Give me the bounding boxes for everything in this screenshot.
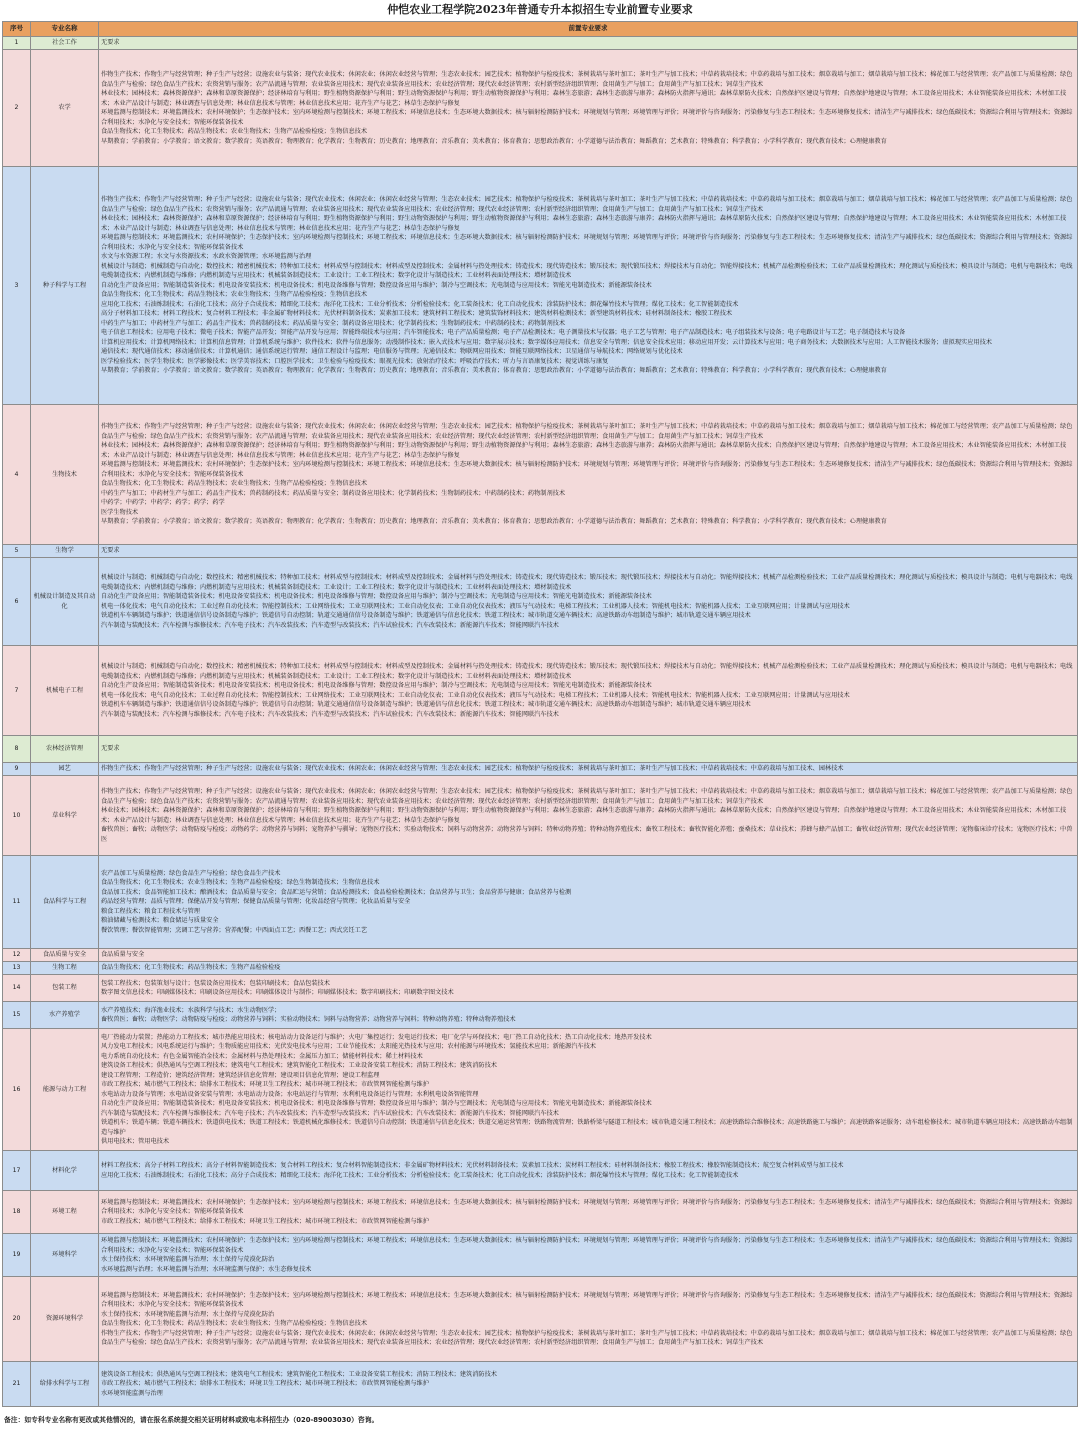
requirement-line: 中药学；中药学；中药学；药学；药学；药学 xyxy=(101,499,225,507)
row-major-name: 农林经济管理 xyxy=(31,736,99,763)
row-major-name: 能源与动力工程 xyxy=(31,1029,99,1151)
requirement-line: 电子信息工程技术；应用电子技术；微电子技术；智能产品开发；智能产品开发与应用；智能终端技术与应用；汽车智能技术；电子产品质量检测；电子产品检测技术；电子测量技术与仪器；电子工艺与管理；电子产品制造技术；电子组装技术与设备；电子电路设计与工艺；电子制造技术与设备 xyxy=(101,329,906,337)
requirement-line: 机械设计与制造；机械制造与自动化；数控技术；精密机械技术；特种加工技术；材料成型与控制技术；材料成型及控制技术；金属材料与热处理技术；铸造技术；现代铸造技术；锻压技术；现代锻压技术；焊接技术与自动化；智能焊接技术；机械产品检测检验技术；工业产品质量检测技术；理化测试与质检技术；模具设计与制造；电机与电器技术；电线电缆制造技术；内燃机制造与维修；内燃机制造与应用技术；机械装备制造技术；工业设计；工业工程技术；数字化设计与制造技术；工业材料表面处理技术；增材制造技术 xyxy=(101,663,1073,680)
requirement-line: 机械设计与制造；机械制造与自动化；数控技术；精密机械技术；特种加工技术；材料成型与控制技术；材料成型及控制技术；金属材料与热处理技术；铸造技术；现代铸造技术；锻压技术；现代锻压技术；焊接技术与自动化；智能焊接技术；机械产品检测检验技术；工业产品质量检测技术；理化测试与质检技术；模具设计与制造；电机与电器技术；电线电缆制造技术；内燃机制造与维修；内燃机制造与应用技术；机械装备制造技术；工业设计；工业工程技术；数字化设计与制造技术；工业材料表面处理技术；增材制造技术 xyxy=(101,262,1073,280)
table-row xyxy=(3,962,1078,975)
table-row xyxy=(3,50,1078,167)
row-requirements xyxy=(99,405,1078,545)
row-seq: 1 xyxy=(3,37,31,50)
row-seq: 3 xyxy=(3,167,31,405)
row-seq: 11 xyxy=(3,856,31,949)
table-row xyxy=(3,405,1078,545)
requirement-line: 铁道机车；铁道车辆；铁道车辆技术；铁道供电技术；铁道工程技术；铁道机械化维修技术；铁道信号自动控制；铁道通信与信息化技术；铁道交通运营管理；铁路物流管理；铁路桥梁与隧道工程技术；城市轨道交通工程技术；高速铁路综合维修技术；高速铁路施工与维护；高速铁路客运服务；动车组检修技术；城市轨道车辆应用技术；高速铁路动车组制造与维护 xyxy=(101,1119,1073,1136)
requirement-line: 风力发电工程技术；风电系统运行与维护；生物质能应用技术；光伏发电技术与应用；工业节能技术；太阳能光热技术与应用；农村能源与环境技术；氢能技术应用；新能源汽车技术 xyxy=(101,1043,596,1050)
table-row xyxy=(3,1362,1078,1407)
requirement-line: 建筑设备工程技术；供热通风与空调工程技术；建筑电气工程技术；建筑智能化工程技术；工业设备安装工程技术；消防工程技术；建筑消防技术 xyxy=(101,1370,497,1378)
requirement-line: 数字图文信息技术；印刷媒体技术；印刷设备应用技术；印刷媒体设计与制作；印刷媒体技术；数字印刷技术；印刷数字图文技术 xyxy=(101,989,454,996)
table-row xyxy=(3,1234,1078,1277)
requirement-line: 药品经营与管理；品质与管理；保健品开发与管理；保健食品质量与管理；化妆品经营与管理；化妆品质量与安全 xyxy=(101,898,411,906)
row-requirements xyxy=(99,1029,1078,1151)
requirement-line: 作物生产技术；作物生产与经营管理；种子生产与经营；设施农业与装备；现代农业技术；休闲农业；休闲农业经营与管理；生态农业技术；园艺技术；植物保护与检疫技术；茶树栽培与茶叶加工；茶叶生产与加工技术；中草药栽培技术；中草药栽培与加工技术；烟草栽培与加工；烟草栽培与加工技术；棉花加工与经营管理；农产品加工与质量检测；绿色食品生产与检验；绿色食品生产技术；农资营销与服务；农产品流通与管理；农业装备应用技术；现代农业装备应用技术；农业经济管理；现代农业经济管理；农村新型经济组织管理；食用菌生产与加工；食用菌生产与加工技术；饲草生产技术 xyxy=(101,788,1073,805)
requirement-line: 电力系统自动化技术；有色金属智能冶金技术；金属材料与热处理技术；金属压力加工；储能材料技术；稀土材料技术 xyxy=(101,1052,423,1060)
table-row xyxy=(3,1277,1078,1362)
requirement-line: 通信技术；现代通信技术；移动通信技术；计算机通信；通信系统运行管理；通信工程设计与监理；电信服务与管理；光通信技术；物联网应用技术；智能互联网络技术；卫星通信与导航技术；网络规划与优化技术 xyxy=(101,348,683,356)
requirement-line: 供用电技术；管用电技术 xyxy=(101,1138,170,1145)
table-row xyxy=(3,1002,1078,1029)
table-row xyxy=(3,646,1078,736)
row-major-name: 草业科学 xyxy=(31,776,99,856)
row-requirements xyxy=(99,37,1078,50)
table-header-row xyxy=(3,22,1078,37)
row-seq: 7 xyxy=(3,646,31,736)
requirement-line: 食品生物技术；化工生物技术；药品生物技术；农业生物技术；生物产品检验检疫；生物信息技术 xyxy=(101,291,368,299)
requirement-line: 铁道机车车辆制造与维护；铁道通信信号设备制造与维护；铁道信号自动控制；轨道交通通信信号设备制造与维护；铁道通信与信息化技术；铁道工程技术；城市轨道交通车辆技术；高速铁路动车组制造与维护；城市轨道交通车辆应用技术 xyxy=(101,612,751,619)
row-seq: 13 xyxy=(3,962,31,975)
requirement-line: 计算机应用技术；计算机网络技术；计算机信息管理；计算机系统与维护；软件技术；软件与信息服务；动漫制作技术；嵌入式技术与应用；数字展示技术；数字媒体应用技术；信息安全与管理；信息安全技术应用；移动应用开发；云计算技术与应用；电子商务技术；大数据技术与应用；人工智能技术服务；虚拟现实应用技术 xyxy=(101,338,992,346)
row-requirements xyxy=(99,558,1078,646)
requirement-line: 应用化工技术；石油炼制技术；石油化工技术；高分子合成技术；精细化工技术；海洋化工技术；工业分析技术；分析检验技术；化工装备技术；化工自动化技术；涂装防护技术；烟花爆竹技术与管理；煤化工技术；化工智能制造技术 xyxy=(101,300,739,308)
requirement-line: 环境监测与控制技术；环境监测技术；农村环境保护；生态保护技术；室内环境检测与控制技术；环境工程技术；环境信息技术；生态环境大数据技术；核与辐射检测防护技术；环境规划与管理；环境管理与评价；环境评价与咨询服务；污染修复与生态工程技术；生态环境修复技术；清洁生产与减排技术；绿色低碳技术；资源综合利用与管理技术；资源综合利用技术；水净化与安全技术；智能环保装备技术 xyxy=(101,461,1073,478)
row-requirements xyxy=(99,856,1078,949)
requirement-line: 水土保持技术；水环境智能监测与治理；水土保持与荒漠化防治 xyxy=(101,1256,275,1263)
table-row xyxy=(3,167,1078,405)
requirement-line: 机电一体化技术；电气自动化技术；工业过程自动化技术；智能控制技术；工业网络技术；工业互联网技术；工业自动化仪表；工业自动化仪表技术；液压与气动技术；电梯工程技术；工业机器人技术；智能机电技术；智能机器人技术；工业互联网应用；计量测试与应用技术 xyxy=(101,602,850,610)
row-seq: 16 xyxy=(3,1029,31,1151)
table-row xyxy=(3,763,1078,776)
row-requirements xyxy=(99,949,1078,962)
requirement-line: 作物生产技术；作物生产与经营管理；种子生产与经营；设施农业与装备；现代农业技术；休闲农业；休闲农业经营与管理；生态农业技术；园艺技术；植物保护与检疫技术；茶树栽培与茶叶加工；茶叶生产与加工技术；中草药栽培技术；中草药栽培与加工技术；烟草栽培与加工；烟草栽培与加工技术；棉花加工与经营管理；农产品加工与质量检测；绿色食品生产与检验；绿色食品生产技术；农资营销与服务；农产品流通与管理；农业装备应用技术；现代农业装备应用技术；农业经济管理；现代农业经济管理；农村新型经济组织管理；食用菌生产与加工；食用菌生产与加工技术；饲草生产技术 xyxy=(101,196,1073,213)
footnote: 备注：如专科专业名称有更改或其他情况的，请在报名系统提交相关证明材料或致电本科招生办（020-89003030）咨询。 xyxy=(4,1416,379,1424)
row-seq: 2 xyxy=(3,50,31,167)
row-major-name: 社会工作 xyxy=(31,37,99,50)
requirement-line: 作物生产技术；作物生产与经营管理；种子生产与经营；设施农业与装备；现代农业技术；休闲农业；休闲农业经营与管理；生态农业技术；园艺技术；植物保护与检疫技术；茶树栽培与茶叶加工；茶叶生产与加工技术；中草药栽培技术；中草药栽培与加工技术；烟草栽培与加工；烟草栽培与加工技术；棉花加工与经营管理；农产品加工与质量检测；绿色食品生产与检验；绿色食品生产技术；农资营销与服务；农产品流通与管理；农业装备应用技术；现代农业装备应用技术；农业经济管理；现代农业经济管理；农村新型经济组织管理；食用菌生产与加工；食用菌生产与加工技术；饲草生产技术 xyxy=(101,1329,1073,1346)
row-requirements xyxy=(99,776,1078,856)
table-row xyxy=(3,558,1078,646)
row-seq: 14 xyxy=(3,975,31,1002)
row-requirements xyxy=(99,545,1078,558)
requirement-line: 林业技术；园林技术；森林资源保护；森林和草原资源保护；经济林培育与利用；野生植物资源保护与利用；野生动物资源保护与利用；野生动植物资源保护与利用；森林生态旅游；森林生态旅游与康养；森林防火指挥与通讯；森林草原防火技术；自然保护区建设与管理；自然保护地建设与管理；木工设备应用技术；木业智能装备应用技术；木材加工技术；木业产品设计与制造；林业调查与信息处理；林业信息技术与管理；林业信息技术应用；花卉生产与花艺；林草生态保护与修复 xyxy=(101,90,1067,107)
row-seq: 4 xyxy=(3,405,31,545)
requirement-line: 水环境智能监测与治理 xyxy=(101,1389,163,1397)
requirement-line: 无要求 xyxy=(101,39,120,47)
row-major-name: 机械电子工程 xyxy=(31,646,99,736)
requirement-line: 市政工程技术；城市燃气工程技术；给排水工程技术；环境卫生工程技术；城市环境工程技术；市政管网智能检测与维护 xyxy=(101,1081,429,1088)
row-major-name: 农学 xyxy=(31,50,99,167)
row-seq: 17 xyxy=(3,1151,31,1191)
row-seq: 10 xyxy=(3,776,31,856)
requirement-line: 作物生产技术；作物生产与经营管理；种子生产与经营；设施农业与装备；现代农业技术；休闲农业；休闲农业经营与管理；生态农业技术；园艺技术；植物保护与检疫技术；茶树栽培与茶叶加工；茶叶生产与加工技术；中草药栽培技术；中草药栽培与加工技术；烟草栽培与加工；烟草栽培与加工技术；棉花加工与经营管理；农产品加工与质量检测；绿色食品生产与检验；绿色食品生产技术；农资营销与服务；农产品流通与管理；农业装备应用技术；现代农业装备应用技术；农业经济管理；现代农业经济管理；农村新型经济组织管理；食用菌生产与加工；食用菌生产与加工技术；饲草生产技术 xyxy=(101,71,1073,88)
requirement-line: 早期教育；学前教育；小学教育；语文教育；数学教育；英语教育；物理教育；化学教育；生物教育；历史教育；地理教育；音乐教育；美术教育；体育教育；思想政治教育；小学道德与法治教育；舞蹈教育；艺术教育；特殊教育；科学教育；小学科学教育；现代教育技术；心理健康教育 xyxy=(101,367,887,375)
row-seq: 9 xyxy=(3,763,31,776)
requirement-line: 无要求 xyxy=(101,745,120,753)
row-requirements xyxy=(99,167,1078,405)
row-requirements xyxy=(99,975,1078,1002)
requirement-line: 自动化生产设备应用；智能制造装备技术；机电设备安装技术；机电设备技术；机电设备维修与管理；数控设备应用与维护；制冷与空调技术；光电制造与应用技术；智能光电制造技术；新能源装备技术 xyxy=(101,593,652,600)
row-major-name: 材料化学 xyxy=(31,1151,99,1191)
table-row xyxy=(3,1151,1078,1191)
row-major-name: 种子科学与工程 xyxy=(31,167,99,405)
requirement-line: 食品加工技术；食品智能加工技术；酿酒技术；食品质量与安全；食品贮运与营销；食品检测技术；食品检验检测技术；食品营养与卫生；食品营养与健康；食品营养与检测 xyxy=(101,888,572,896)
requirement-line: 环境监测与控制技术；环境监测技术；农村环境保护；生态保护技术；室内环境检测与控制技术；环境工程技术；环境信息技术；生态环境大数据技术；核与辐射检测防护技术；环境规划与管理；环境管理与评价；环境评价与咨询服务；污染修复与生态工程技术；生态环境修复技术；清洁生产与减排技术；绿色低碳技术；资源综合利用与管理技术；资源综合利用技术；水净化与安全技术；智能环保装备技术 xyxy=(101,1291,1073,1308)
row-major-name: 水产养殖学 xyxy=(31,1002,99,1029)
table-row xyxy=(3,776,1078,856)
row-seq: 5 xyxy=(3,545,31,558)
requirement-line: 粮油储藏与检测技术；粮食储运与质量安全 xyxy=(101,917,219,925)
requirement-line: 食品生物技术；化工生物技术；药品生物技术；生物产品检验检疫 xyxy=(101,964,281,972)
requirement-line: 餐饮管理；餐饮智能管理；烹调工艺与营养；营养配餐；中西面点工艺；西餐工艺；西式烹饪工艺 xyxy=(101,926,368,934)
row-major-name: 食品质量与安全 xyxy=(31,949,99,962)
requirement-line: 林业技术；园林技术；森林资源保护；森林和草原资源保护；经济林培育与利用；野生植物资源保护与利用；野生动物资源保护与利用；野生动植物资源保护与利用；森林生态旅游；森林生态旅游与康养；森林防火指挥与通讯；森林草原防火技术；自然保护区建设与管理；自然保护地建设与管理；木工设备应用技术；木业智能装备应用技术；木材加工技术；木业产品设计与制造；林业调查与信息处理；林业信息技术与管理；林业信息技术应用；花卉生产与花艺；林草生态保护与修复 xyxy=(101,807,1067,824)
row-seq: 8 xyxy=(3,736,31,763)
requirement-line: 水土保持技术；水环境智能监测与治理；水土保持与荒漠化防治 xyxy=(101,1310,275,1318)
requirement-line: 早期教育；学前教育；小学教育；语文教育；数学教育；英语教育；物理教育；化学教育；生物教育；历史教育；地理教育；音乐教育；美术教育；体育教育；思想政治教育；小学道德与法治教育；舞蹈教育；艺术教育；特殊教育；科学教育；小学科学教育；现代教育技术；心理健康教育 xyxy=(101,137,887,145)
requirement-line: 环境监测与控制技术；环境监测技术；农村环境保护；生态保护技术；室内环境检测与控制技术；环境工程技术；环境信息技术；生态环境大数据技术；核与辐射检测防护技术；环境规划与管理；环境管理与评价；环境评价与咨询服务；污染修复与生态工程技术；生态环境修复技术；清洁生产与减排技术；绿色低碳技术；资源综合利用与管理技术；资源综合利用技术；水净化与安全技术；智能环保装备技术 xyxy=(101,109,1073,126)
requirement-line: 水环境监测与治理；水环境监测与治理；水环境监测与保护；水生态修复技术 xyxy=(101,1265,312,1273)
row-major-name: 包装工程 xyxy=(31,975,99,1002)
header-name: 专业名称 xyxy=(31,22,99,37)
requirement-line: 畜牧兽医；畜牧；动物医学；动物防疫与检疫；动物营养与饲料；实验动物技术；饲料与动物营养；动物营养与饲料；特种动物养殖；特种动物养殖技术 xyxy=(101,1016,516,1023)
requirement-line: 机电一体化技术；电气自动化技术；工业过程自动化技术；智能控制技术；工业网络技术；工业互联网技术；工业自动化仪表；工业自动化仪表技术；液压与气动技术；电梯工程技术；工业机器人技术；智能机电技术；智能机器人技术；工业互联网应用；计量测试与应用技术 xyxy=(101,691,850,699)
requirement-line: 无要求 xyxy=(101,547,120,555)
requirement-line: 机械设计与制造；机械制造与自动化；数控技术；精密机械技术；特种加工技术；材料成型与控制技术；材料成型及控制技术；金属材料与热处理技术；铸造技术；现代铸造技术；锻压技术；现代锻压技术；焊接技术与自动化；智能焊接技术；机械产品检测检验技术；工业产品质量检测技术；理化测试与质检技术；模具设计与制造；电机与电器技术；电线电缆制造技术；内燃机制造与维修；内燃机制造与应用技术；机械装备制造技术；工业设计；工业工程技术；数字化设计与制造技术；工业材料表面处理技术；增材制造技术 xyxy=(101,574,1073,591)
requirement-line: 汽车制造与装配技术；汽车检测与维修技术；汽车电子技术；汽车改装技术；汽车造型与改装技术；汽车试验技术；汽车改装技术；新能源汽车技术；智能网联汽车技术 xyxy=(101,710,559,718)
row-requirements xyxy=(99,763,1078,776)
requirement-line: 环境监测与控制技术；环境监测技术；农村环境保护；生态保护技术；室内环境检测与控制技术；环境工程技术；环境信息技术；生态环境大数据技术；核与辐射检测防护技术；环境规划与管理；环境管理与评价；环境评价与咨询服务；污染修复与生态工程技术；生态环境修复技术；清洁生产与减排技术；绿色低碳技术；资源综合利用与管理技术；资源综合利用技术；水净化与安全技术；智能环保装备技术 xyxy=(101,1237,1073,1254)
requirement-line: 中药生产与加工；中药材生产与加工；药品生产技术；兽药制药技术；药品质量与安全；制药设备应用技术；化学制药技术；生物制药技术；中药制药技术；药物制剂技术 xyxy=(101,489,566,497)
requirement-line: 作物生产技术；作物生产与经营管理；种子生产与经营；设施农业与装备；现代农业技术；休闲农业；休闲农业经营与管理；生态农业技术；园艺技术；植物保护与检疫技术；茶树栽培与茶叶加工；茶叶生产与加工技术；中草药栽培技术；中草药栽培与加工技术；烟草栽培与加工；烟草栽培与加工技术；棉花加工与经营管理；农产品加工与质量检测；绿色食品生产与检验；绿色食品生产技术；农资营销与服务；农产品流通与管理；农业装备应用技术；现代农业装备应用技术；农业经济管理；现代农业经济管理；农村新型经济组织管理；食用菌生产与加工；食用菌生产与加工技术；饲草生产技术 xyxy=(101,423,1073,440)
requirement-line: 食品生物技术；化工生物技术；农业生物技术；生物产品检验检疫；绿色生物制造技术；生物信息技术 xyxy=(101,879,380,887)
row-seq: 18 xyxy=(3,1191,31,1234)
row-seq: 15 xyxy=(3,1002,31,1029)
table-row xyxy=(3,949,1078,962)
row-requirements xyxy=(99,646,1078,736)
row-major-name: 环境工程 xyxy=(31,1191,99,1234)
requirement-line: 汽车制造与装配技术；汽车检测与维修技术；汽车电子技术；汽车改装技术；汽车造型与改装技术；汽车试验技术；汽车改装技术；新能源汽车技术；智能网联汽车技术 xyxy=(101,621,559,629)
table-row xyxy=(3,1191,1078,1234)
row-major-name: 生物工程 xyxy=(31,962,99,975)
requirement-line: 建筑设备工程技术；供热通风与空调工程技术；建筑电气工程技术；建筑智能化工程技术；工业设备安装工程技术；消防工程技术；建筑消防技术 xyxy=(101,1062,497,1069)
row-requirements xyxy=(99,962,1078,975)
requirement-line: 水产养殖技术；海洋渔业技术；水族科学与技术；水生动物医学； xyxy=(101,1006,281,1014)
row-major-name: 资源环境科学 xyxy=(31,1277,99,1362)
row-seq: 20 xyxy=(3,1277,31,1362)
requirement-line: 环境监测与控制技术；环境监测技术；农村环境保护；生态保护技术；室内环境检测与控制技术；环境工程技术；环境信息技术；生态环境大数据技术；核与辐射检测防护技术；环境规划与管理；环境管理与评价；环境评价与咨询服务；污染修复与生态工程技术；生态环境修复技术；清洁生产与减排技术；绿色低碳技术；资源综合利用与管理技术；资源综合利用技术；水净化与安全技术；智能环保装备技术 xyxy=(101,1198,1073,1216)
row-requirements xyxy=(99,50,1078,167)
row-major-name: 食品科学与工程 xyxy=(31,856,99,949)
requirement-line: 市政工程技术；城市燃气工程技术；给排水工程技术；环境卫生工程技术；城市环境工程技术；市政管网智能检测与维护 xyxy=(101,1217,429,1225)
requirement-line: 水文与水资源工程；水文与水资源技术；水政水资源管理；水环境监测与治理 xyxy=(101,253,312,261)
row-major-name: 给排水科学与工程 xyxy=(31,1362,99,1407)
row-seq: 6 xyxy=(3,558,31,646)
row-requirements xyxy=(99,1362,1078,1407)
row-seq: 12 xyxy=(3,949,31,962)
header-seq: 序号 xyxy=(3,22,31,37)
row-requirements xyxy=(99,1191,1078,1234)
table-row xyxy=(3,1029,1078,1151)
row-major-name: 机械设计制造及其自动化 xyxy=(31,558,99,646)
requirement-line: 自动化生产设备应用；智能制造装备技术；机电设备安装技术；机电设备技术；机电设备维修与管理；数控设备应用与维护；制冷与空调技术；光电制造与应用技术；智能光电制造技术；新能源装备技术 xyxy=(101,281,652,289)
requirement-line: 医学检验技术；医学生物技术；医学影像技术；医学美容技术；口腔医学技术；卫生检验与检疫技术；眼视光技术；放射治疗技术；呼吸治疗技术；听力与言语康复技术；视觉训练与康复 xyxy=(101,357,609,365)
requirement-line: 材料工程技术；高分子材料工程技术；高分子材料智能制造技术；复合材料工程技术；复合材料智能制造技术；非金属矿物材料技术；光伏材料制备技术；炭素加工技术；炭材料工程技术；硅材料制备技术；橡胶工程技术；橡胶智能制造技术；航空复合材料成型与加工技术 xyxy=(101,1162,844,1169)
table-row xyxy=(3,545,1078,558)
requirement-line: 环境监测与控制技术；环境监测技术；农村环境保护；生态保护技术；室内环境检测与控制技术；环境工程技术；环境信息技术；生态环境大数据技术；核与辐射检测防护技术；环境规划与管理；环境管理与评价；环境评价与咨询服务；污染修复与生态工程技术；生态环境修复技术；清洁生产与减排技术；绿色低碳技术；资源综合利用与管理技术；资源综合利用技术；水净化与安全技术；智能环保装备技术 xyxy=(101,234,1073,251)
requirement-line: 食品生物技术；化工生物技术；药品生物技术；农业生物技术；生物产品检验检疫；生物信息技术 xyxy=(101,1320,368,1327)
requirement-line: 建设工程管理；工程造价；建筑经济管理；建筑经济信息化管理；建设项目信息化管理；建设工程监理 xyxy=(101,1071,380,1079)
requirement-line: 电厂热能动力装置；热能动力工程技术；城市热能应用技术；核电站动力设备运行与维护；火电厂集控运行；发电运行技术；电厂化学与环保技术；电厂热工自动化技术；热工自动化技术；地热开发技术 xyxy=(101,1033,652,1041)
requirement-line: 食品质量与安全 xyxy=(101,951,145,959)
requirement-line: 中药生产与加工；中药材生产与加工；药品生产技术；兽药制药技术；药品质量与安全；制药设备应用技术；化学制药技术；生物制药技术；中药制药技术；药物制剂技术 xyxy=(101,319,566,327)
row-major-name: 生物技术 xyxy=(31,405,99,545)
requirement-line: 林业技术；园林技术；森林资源保护；森林和草原资源保护；经济林培育与利用；野生植物资源保护与利用；野生动物资源保护与利用；野生动植物资源保护与利用；森林生态旅游；森林生态旅游与康养；森林防火指挥与通讯；森林草原防火技术；自然保护区建设与管理；自然保护地建设与管理；木工设备应用技术；木业智能装备应用技术；木材加工技术；木业产品设计与制造；林业调查与信息处理；林业信息技术与管理；林业信息技术应用；花卉生产与花艺；林草生态保护与修复 xyxy=(101,215,1067,232)
requirements-table xyxy=(2,21,1078,1407)
row-seq: 21 xyxy=(3,1362,31,1407)
row-requirements xyxy=(99,1002,1078,1029)
requirement-line: 自动化生产设备应用；智能制造装备技术；机电设备安装技术；机电设备技术；机电设备维修与管理；数控设备应用与维护；制冷与空调技术；光电制造与应用技术；智能光电制造技术；新能源装备技术 xyxy=(101,1100,652,1107)
requirement-line: 畜牧兽医；畜牧；动物医学；动物防疫与检疫；动物药学；动物营养与饲料；宠物养护与驯导；宠物医疗技术；实验动物技术；饲料与动物营养；动物营养与饲料；特种动物养殖；特种动物养殖技术；畜牧工程技术；畜牧智能化养殖；蚕桑技术；草业技术；养蜂与蜂产品加工；畜牧业经济管理；现代农业经济管理；宠物临床诊疗技术；宠物医疗技术；中兽医 xyxy=(101,826,1073,843)
row-major-name: 环境科学 xyxy=(31,1234,99,1277)
table-row xyxy=(3,975,1078,1002)
requirement-line: 水电站动力设备与管理；水电站设备安装与管理；水电站动力设备；水电站运行与管理；水利机电设备运行与管理；水利机电设备智能管理 xyxy=(101,1090,479,1098)
page-title: 仲恺农业工程学院2023年普通专升本拟招生专业前置专业要求 xyxy=(387,3,693,16)
requirement-line: 应用化工技术；石油炼制技术；石油化工技术；高分子合成技术；精细化工技术；海洋化工技术；工业分析技术；分析检验技术；化工装备技术；化工自动化技术；涂装防护技术；烟花爆竹技术与管理；煤化工技术；化工智能制造技术 xyxy=(101,1171,739,1179)
requirement-line: 包装工程技术；包装策划与设计；包装设备应用技术；包装印刷技术；食品包装技术 xyxy=(101,979,330,987)
row-requirements xyxy=(99,736,1078,763)
header-req: 前置专业要求 xyxy=(99,22,1078,37)
requirement-line: 林业技术；园林技术；森林资源保护；森林和草原资源保护；经济林培育与利用；野生植物资源保护与利用；野生动物资源保护与利用；野生动植物资源保护与利用；森林生态旅游；森林生态旅游与康养；森林防火指挥与通讯；森林草原防火技术；自然保护区建设与管理；自然保护地建设与管理；木工设备应用技术；木业智能装备应用技术；木材加工技术；木业产品设计与制造；林业调查与信息处理；林业信息技术与管理；林业信息技术应用；花卉生产与花艺；林草生态保护与修复 xyxy=(101,442,1067,459)
requirement-line: 医学生物技术 xyxy=(101,508,139,516)
table-row xyxy=(3,736,1078,763)
requirement-line: 农产品加工与质量检测；绿色食品生产与检验；绿色食品生产技术 xyxy=(101,869,281,877)
row-major-name: 生物学 xyxy=(31,545,99,558)
row-major-name: 园艺 xyxy=(31,763,99,776)
row-requirements xyxy=(99,1277,1078,1362)
requirement-line: 自动化生产设备应用；智能制造装备技术；机电设备安装技术；机电设备技术；机电设备维修与管理；数控设备应用与维护；制冷与空调技术；光电制造与应用技术；智能光电制造技术；新能源装备技术 xyxy=(101,682,652,689)
row-seq: 19 xyxy=(3,1234,31,1277)
requirement-line: 铁道机车车辆制造与维护；铁道通信信号设备制造与维护；铁道信号自动控制；轨道交通通信信号设备制造与维护；铁道通信与信息化技术；铁道工程技术；城市轨道交通车辆技术；高速铁路动车组制造与维护；城市轨道交通车辆应用技术 xyxy=(101,701,751,708)
requirement-line: 作物生产技术；作物生产与经营管理；种子生产与经营；设施农业与装备；现代农业技术；休闲农业；休闲农业经营与管理；生态农业技术；园艺技术；植物保护与检疫技术；茶树栽培与茶叶加工；茶叶生产与加工技术；中草药栽培技术；中草药栽培与加工技术、园林技术 xyxy=(101,765,844,773)
requirement-line: 汽车制造与装配技术；汽车检测与维修技术；汽车电子技术；汽车改装技术；汽车造型与改装技术；汽车试验技术；汽车改装技术；新能源汽车技术；智能网联汽车技术 xyxy=(101,1109,559,1117)
requirement-line: 食品生物技术；化工生物技术；药品生物技术；农业生物技术；生物产品检验检疫；生物信息技术 xyxy=(101,128,368,135)
requirement-line: 食品生物技术；化工生物技术；药品生物技术；农业生物技术；生物产品检验检疫；生物信息技术 xyxy=(101,480,368,488)
requirement-line: 粮食工程技术；粮食工程技术与管理 xyxy=(101,907,200,915)
table-row xyxy=(3,37,1078,50)
row-requirements xyxy=(99,1151,1078,1191)
row-requirements xyxy=(99,1234,1078,1277)
requirement-line: 早期教育；学前教育；小学教育；语文教育；数学教育；英语教育；物理教育；化学教育；生物教育；历史教育；地理教育；音乐教育；美术教育；体育教育；思想政治教育；小学道德与法治教育；舞蹈教育；艺术教育；特殊教育；科学教育；小学科学教育；现代教育技术；心理健康教育 xyxy=(101,518,887,526)
requirement-line: 高分子材料加工技术；材料工程技术；复合材料工程技术；非金属矿物材料技术；光伏材料制备技术；炭素加工技术；建筑材料工程技术；建筑装饰材料技术；建筑材料检测技术；新型建筑材料技术；硅材料制备技术；橡胶工程技术 xyxy=(101,310,733,318)
requirement-line: 市政工程技术；城市燃气工程技术；给排水工程技术；环境卫生工程技术；城市环境工程技术；市政管网智能检测与维护 xyxy=(101,1380,429,1388)
table-row xyxy=(3,856,1078,949)
